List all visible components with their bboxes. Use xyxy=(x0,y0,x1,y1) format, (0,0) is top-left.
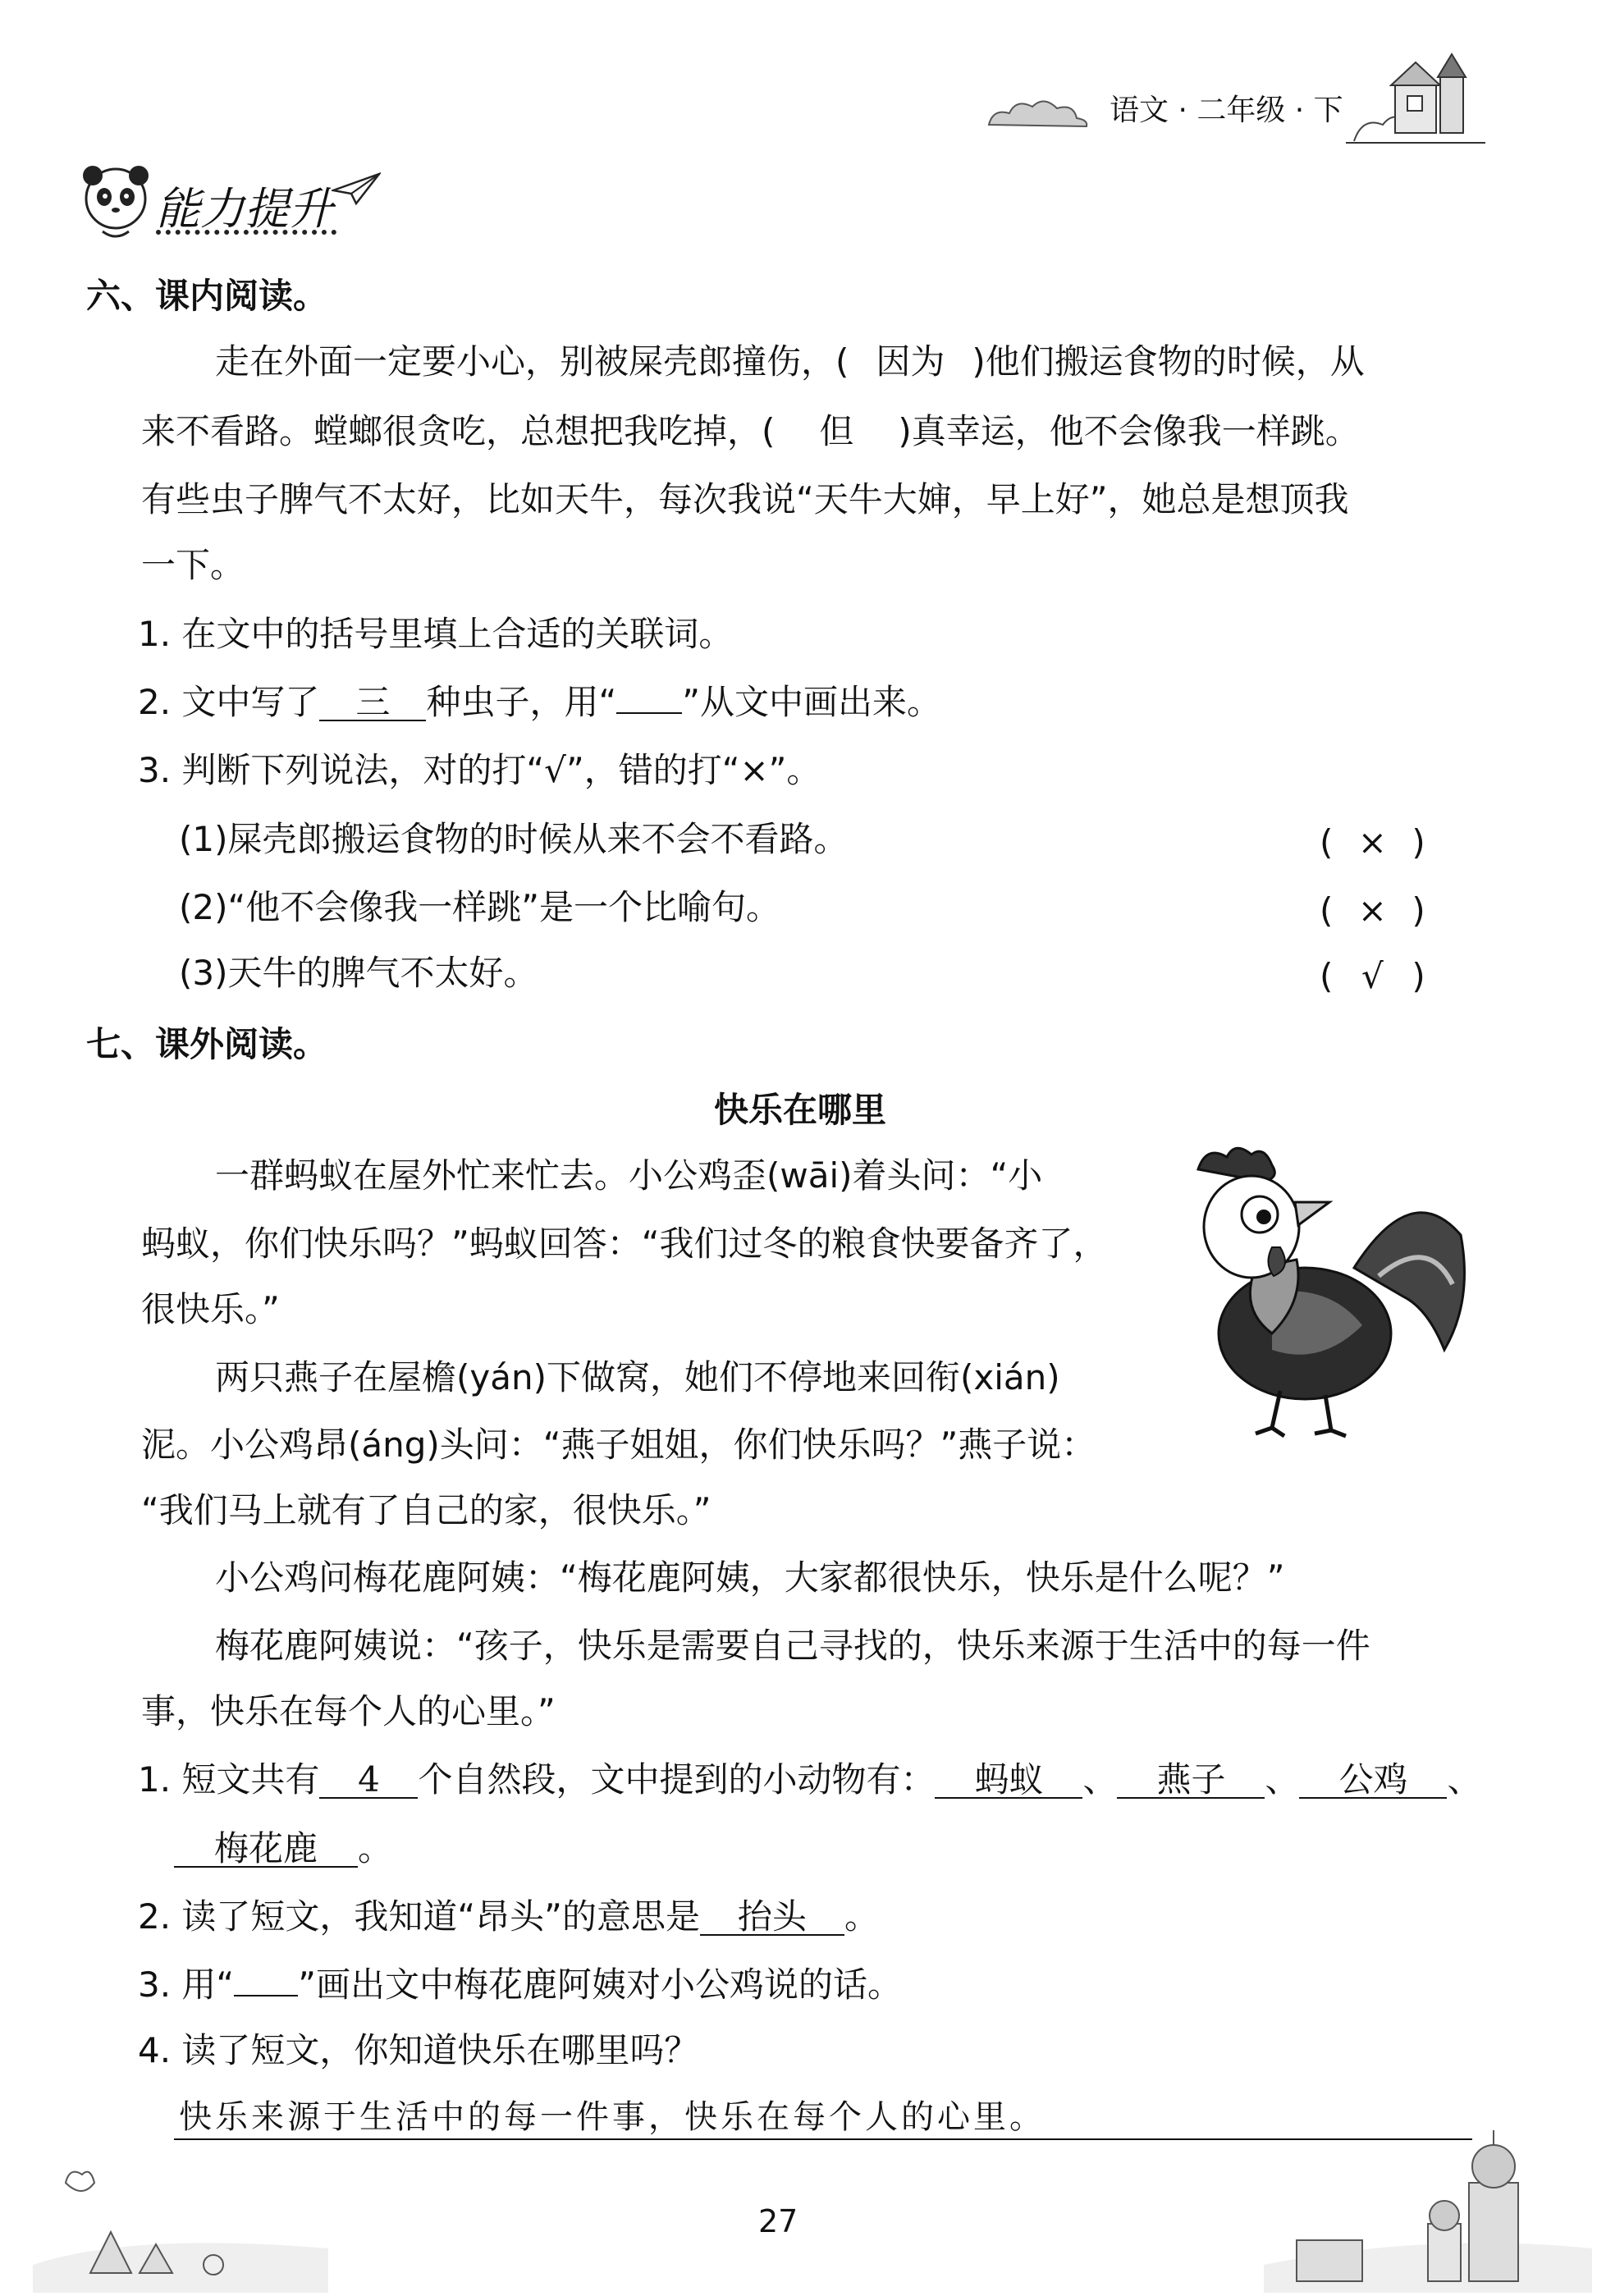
story-p1-line3: 很快乐。” xyxy=(141,1289,280,1329)
story-p2-line2: 泥。小公鸡昂(áng)头问：“燕子姐姐，你们快乐吗？”燕子说： xyxy=(141,1425,1096,1465)
panda-icon xyxy=(78,162,153,245)
s6-judge-2: (2)“他不会像我一样跳”是一个比喻句。 xyxy=(179,887,781,927)
s6-passage-line1: 走在外面一定要小心，别被屎壳郎撞伤，( 因为 )他们搬运食物的时候，从 xyxy=(215,341,1365,382)
s7-q2-answer: 抬头 xyxy=(700,1900,844,1936)
s7-animal-answer-1: 蚂蚁 xyxy=(935,1763,1082,1799)
s7-question-3: 3. 用“ ”画出文中梅花鹿阿姨对小公鸡说的话。 xyxy=(138,1964,902,2005)
s7-question-1: 1. 短文共有 4 个自然段，文中提到的小动物有： 蚂蚁 、 燕子 、 公鸡 、 xyxy=(138,1759,1482,1800)
footer-decoration-left xyxy=(33,2134,328,2296)
paper-plane-icon xyxy=(332,172,381,208)
s6-fill-answer-2: 但 xyxy=(819,411,854,451)
s6-question-1: 1. 在文中的括号里填上合适的关联词。 xyxy=(138,614,734,654)
header-cloud-icon xyxy=(985,92,1091,135)
s6-passage-line2: 来不看路。螳螂很贪吃，总想把我吃掉，( 但 )真幸运，他不会像我一样跳。 xyxy=(141,411,1360,451)
s6-passage-line4: 一下。 xyxy=(141,545,245,585)
s7-animal-answer-4: 梅花鹿 xyxy=(174,1832,358,1868)
s7-q4-answer: 快乐来源于生活中的每一件事，快乐在每个人的心里。 xyxy=(179,2098,1046,2136)
section6-title: 六、课内阅读。 xyxy=(86,276,328,316)
story-p4-line1: 梅花鹿阿姨说：“孩子，快乐是需要自己寻找的，快乐来源于生活中的每一件 xyxy=(215,1626,1370,1666)
s7-question-2: 2. 读了短文，我知道“昂头”的意思是 抬头 。 xyxy=(138,1896,879,1937)
s7-q1-count-answer: 4 xyxy=(319,1763,418,1799)
story-p1-line2: 蚂蚁，你们快乐吗？”蚂蚁回答：“我们过冬的粮食快要备齐了， xyxy=(141,1223,1108,1264)
rooster-illustration xyxy=(1182,1145,1477,1443)
badge-label: 能力提升 xyxy=(156,183,333,235)
s7-animal-answer-3: 公鸡 xyxy=(1299,1763,1447,1799)
s6-passage-line3: 有些虫子脾气不太好，比如天牛，每次我说“天牛大婶，早上好”，她总是想顶我 xyxy=(141,479,1349,519)
story-p1-line1: 一群蚂蚁在屋外忙来忙去。小公鸡歪(wāi)着头问：“小 xyxy=(215,1155,1043,1196)
s7-animal-answer-2: 燕子 xyxy=(1117,1763,1265,1799)
s6-question-3: 3. 判断下列说法，对的打“√”，错的打“×”。 xyxy=(138,750,821,790)
s6-judge-3: (3)天牛的脾气不太好。 xyxy=(179,953,538,993)
s6-question-2: 2. 文中写了 三 种虫子，用“ ”从文中画出来。 xyxy=(138,682,941,722)
story-p3: 小公鸡问梅花鹿阿姨：“梅花鹿阿姨，大家都很快乐，快乐是什么呢？” xyxy=(215,1557,1285,1598)
s6-fill-answer-1: 因为 xyxy=(876,341,945,382)
badge-dots xyxy=(156,230,336,235)
s6-judge-1-answer: ( × ) xyxy=(1320,822,1425,862)
header-subject: 语文 · 二年级 · 下 xyxy=(1110,94,1343,127)
header-house-icon xyxy=(1346,51,1485,153)
section7-title: 七、课外阅读。 xyxy=(86,1024,328,1064)
story-p2-line1: 两只燕子在屋檐(yán)下做窝，她们不停地来回衔(xián) xyxy=(215,1357,1060,1397)
s7-question-1-cont: 梅花鹿 。 xyxy=(174,1832,392,1868)
s7-question-4: 4. 读了短文，你知道快乐在哪里吗？ xyxy=(138,2030,699,2070)
s6-q2-answer: 三 xyxy=(319,685,426,721)
section-badge xyxy=(156,174,333,237)
s6-q2-underline-blank xyxy=(616,712,682,714)
story-p4-line2: 事，快乐在每个人的心里。” xyxy=(141,1691,556,1731)
s6-judge-3-answer: ( √ ) xyxy=(1320,956,1425,996)
s6-judge-2-answer: ( × ) xyxy=(1320,890,1425,931)
story-p2-line3: “我们马上就有了自己的家，很快乐。” xyxy=(141,1490,711,1530)
page-number: 27 xyxy=(758,2203,798,2239)
story-title: 快乐在哪里 xyxy=(714,1090,887,1130)
s7-q3-underline-blank xyxy=(234,1995,298,1996)
s6-judge-1: (1)屎壳郎搬运食物的时候从来不会不看路。 xyxy=(179,819,849,859)
footer-decoration-right xyxy=(1264,2084,1592,2296)
